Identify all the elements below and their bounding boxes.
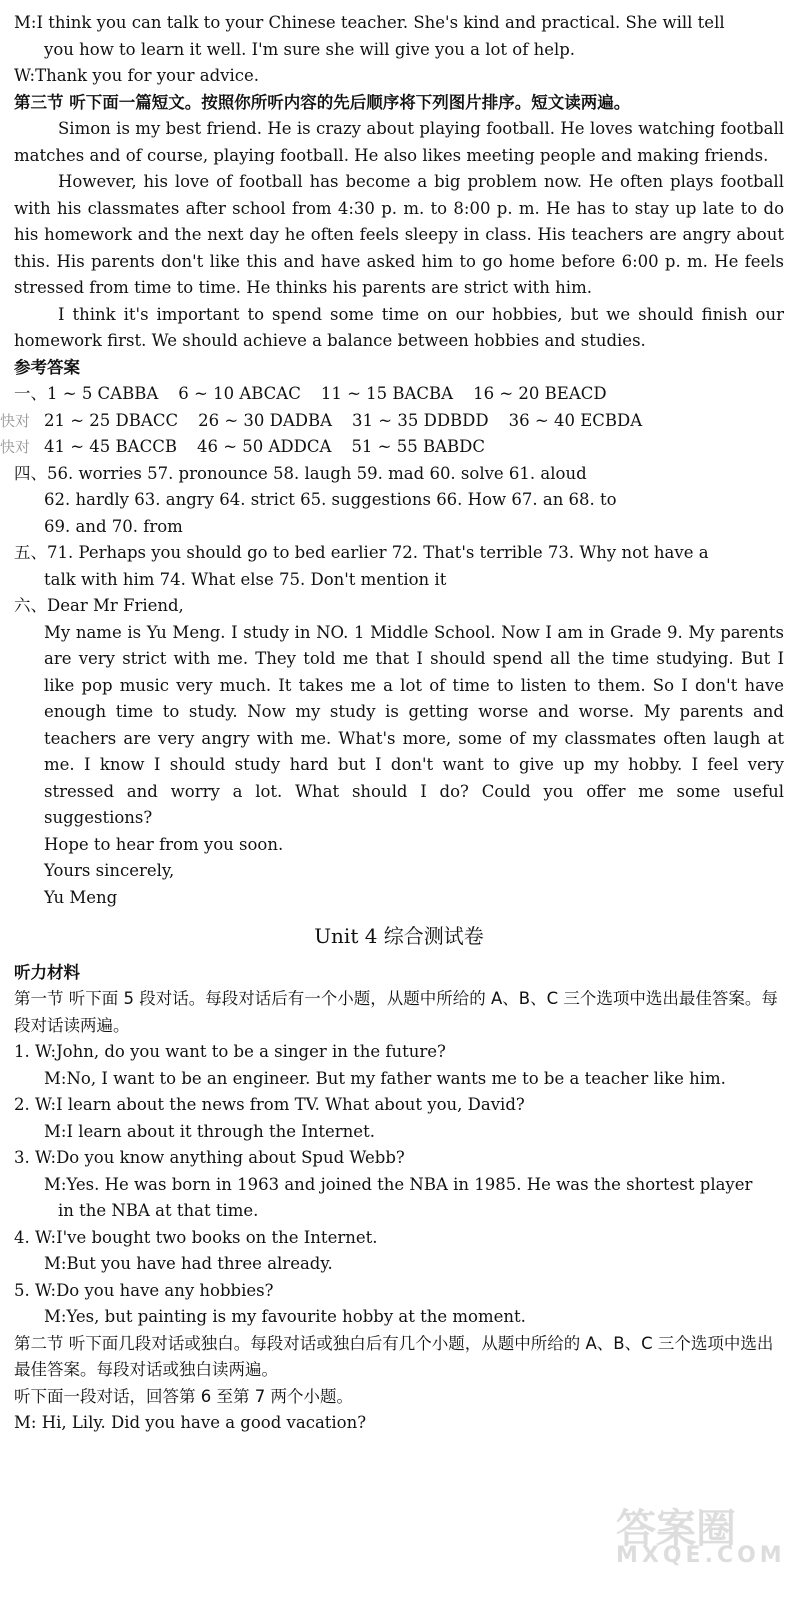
dialogue-6-m: M: Hi, Lily. Did you have a good vacation? xyxy=(14,1413,367,1432)
dialogue-m1: M:I think you can talk to your Chinese teacher. She's kind and practical. She will tell xyxy=(14,13,725,32)
section1-instructions: 第一节 听下面 5 段对话。每段对话后有一个小题，从题中所给的 A、B、C 三个选项中选出最佳答案。每段对话读两遍。 xyxy=(14,989,778,1035)
dialogue-w1: W:Thank you for your advice. xyxy=(14,66,259,85)
answers-six-heading: 六、Dear Mr Friend, xyxy=(14,596,184,615)
answers-row-3 xyxy=(0,434,784,461)
answers-row-2 xyxy=(0,408,784,435)
answers-four-line-1: 四、56. worries 57. pronounce 58. laugh 59. mad 60. solve 61. aloud xyxy=(14,463,587,483)
answers-four-line-3: 69. and 70. from xyxy=(44,516,183,536)
letter-signature-name: Yu Meng xyxy=(44,887,118,907)
margin-note: 快对 xyxy=(0,411,31,430)
dialogue-1-m: M:No, I want to be an engineer. But my father wants me to be a teacher like him. xyxy=(44,1068,726,1088)
unit-title: Unit 4 综合测试卷 xyxy=(314,924,484,948)
answer-group: 26 ~ 30 DADBA xyxy=(198,410,333,430)
letter-closing-hope: Hope to hear from you soon. xyxy=(44,834,284,854)
dialogue-4-w: 4. W:I've bought two books on the Internet. xyxy=(14,1227,378,1247)
answer-group: 46 ~ 50 ADDCA xyxy=(196,437,332,456)
answer-group: 51 ~ 55 BABDC xyxy=(351,437,486,456)
dialogue-4-m: M:But you have had three already. xyxy=(44,1254,333,1273)
answer-group: 21 ~ 25 DBACC xyxy=(44,410,179,430)
answer-group: 16 ~ 20 BEACD xyxy=(473,384,607,403)
passage-paragraph-3: I think it's important to spend some time on our hobbies, but we should finish our homework first. We should achieve a balance between hobbies and studies. xyxy=(14,304,784,350)
section2-instructions: 第二节 听下面几段对话或独白。每段对话或独白后有几个小题，从题中所给的 A、B、C 三个选项中选出最佳答案。每段对话或独白读两遍。 xyxy=(14,1333,774,1379)
passage-paragraph-2: However, his love of football has become a big problem now. He often plays football with his classmates after school from 4:30 p. m. to 8:00 p. m. He has to stay up late to do his homework and the next day he often feels sleepy in class. His teachers are angry about this. His parents don't like this and have asked him to go home before 6:00 p. m. He feels stressed from time to time. He thinks his parents are strict with him. xyxy=(14,172,784,297)
answers-four-line-2: 62. hardly 63. angry 64. strict 65. suggestions 66. How 67. an 68. to xyxy=(44,490,617,509)
answers-five-line-1: 五、71. Perhaps you should go to bed earlier 72. That's terrible 73. Why not have a xyxy=(14,543,709,562)
answers-heading: 参考答案 xyxy=(14,357,80,377)
answer-group: 41 ~ 45 BACCB xyxy=(44,437,177,456)
letter-closing-sincerely: Yours sincerely, xyxy=(44,861,175,880)
watermark-line-1: 答案圈 xyxy=(616,1506,736,1552)
answers-row-1 xyxy=(14,381,784,408)
dialogue-5-w: 5. W:Do you have any hobbies? xyxy=(14,1280,274,1300)
dialogue-m1-cont: you how to learn it well. I'm sure she will give you a lot of help. xyxy=(44,39,576,59)
answer-group: 一、1 ~ 5 CABBA xyxy=(14,384,159,403)
listening-heading: 听力材料 xyxy=(14,962,80,982)
answer-group: 36 ~ 40 ECBDA xyxy=(508,410,643,430)
watermark-line-2: MXQE.COM xyxy=(616,1542,786,1568)
passage-paragraph-1: Simon is my best friend. He is crazy about playing football. He loves watching football matches and of course, playing football. He also likes meeting people and making friends. xyxy=(14,119,784,165)
dialogue-3-w: 3. W:Do you know anything about Spud Webb? xyxy=(14,1148,405,1167)
dialogue-3-m: M:Yes. He was born in 1963 and joined the NBA in 1985. He was the shortest player xyxy=(44,1174,753,1194)
document-page xyxy=(0,10,784,1437)
dialogue-1-w: 1. W:John, do you want to be a singer in the future? xyxy=(14,1042,446,1061)
dialogue-2-m: M:I learn about it through the Internet. xyxy=(44,1121,375,1141)
margin-note: 快对 xyxy=(0,438,31,456)
answers-five-line-2: talk with him 74. What else 75. Don't mention it xyxy=(44,569,447,589)
answer-group: 11 ~ 15 BACBA xyxy=(320,384,454,403)
answer-group: 31 ~ 35 DDBDD xyxy=(352,410,489,430)
watermark-logo xyxy=(616,1506,786,1594)
section3-title: 第三节 听下面一篇短文。按照你所听内容的先后顺序将下列图片排序。短文读两遍。 xyxy=(14,92,631,112)
section2-subinstruction: 听下面一段对话，回答第 6 至第 7 两个小题。 xyxy=(14,1386,353,1406)
letter-body: My name is Yu Meng. I study in NO. 1 Middle School. Now I am in Grade 9. My parents are very strict with me. They told me that I should spend all the time studying. But I like pop music very much. It takes me a lot of time to listen to them. So I don't have enough time to study. Now my study is getting worse and worse. My parents and teachers are very angry with me. What's more, some of my classmates often laugh at me. I know I should study hard but I don't want to give up my hobby. I feel very stressed and worry a lot. What should I do? Could you offer me some useful suggestions? xyxy=(44,622,784,827)
dialogue-5-m: M:Yes, but painting is my favourite hobby at the moment. xyxy=(44,1307,526,1326)
answer-group: 6 ~ 10 ABCAC xyxy=(178,384,301,403)
dialogue-2-w: 2. W:I learn about the news from TV. What about you, David? xyxy=(14,1095,525,1114)
dialogue-3-m-cont: in the NBA at that time. xyxy=(58,1201,259,1220)
